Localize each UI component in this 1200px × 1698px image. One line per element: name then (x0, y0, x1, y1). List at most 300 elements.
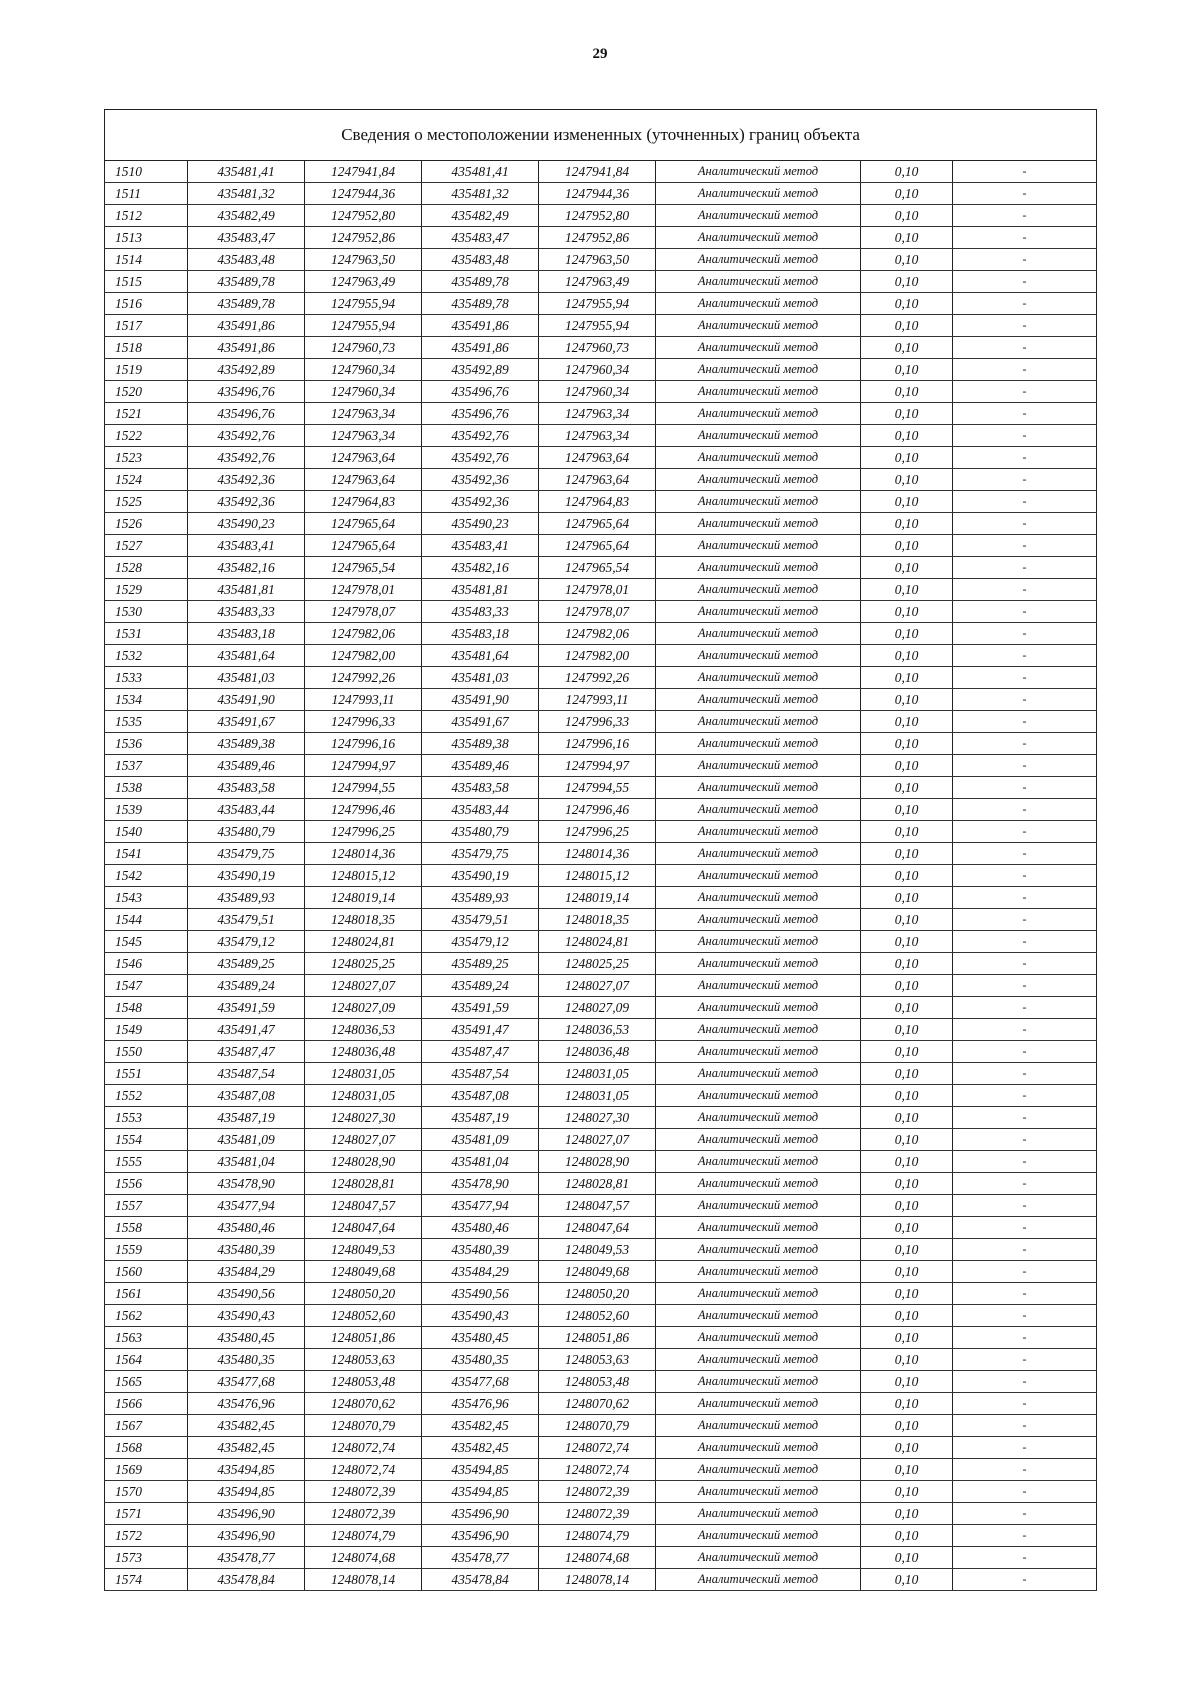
table-row (105, 293, 1097, 315)
point-number-cell: 1538 (105, 777, 188, 799)
method-cell: Аналитический метод (656, 1239, 861, 1261)
x-existing-cell: 435496,90 (188, 1503, 305, 1525)
y-new-cell: 1248028,81 (539, 1173, 656, 1195)
y-existing-cell: 1248031,05 (305, 1085, 422, 1107)
table-row (105, 865, 1097, 887)
x-existing-cell: 435482,45 (188, 1437, 305, 1459)
y-existing-cell: 1248052,60 (305, 1305, 422, 1327)
x-existing-cell: 435496,90 (188, 1525, 305, 1547)
x-existing-cell: 435483,44 (188, 799, 305, 821)
description-cell: - (953, 997, 1097, 1019)
table-row (105, 1107, 1097, 1129)
x-existing-cell: 435490,19 (188, 865, 305, 887)
x-existing-cell: 435487,47 (188, 1041, 305, 1063)
description-cell: - (953, 1019, 1097, 1041)
x-existing-cell: 435482,16 (188, 557, 305, 579)
point-number-cell: 1557 (105, 1195, 188, 1217)
method-cell: Аналитический метод (656, 205, 861, 227)
y-new-cell: 1248014,36 (539, 843, 656, 865)
description-cell: - (953, 711, 1097, 733)
point-number-cell: 1512 (105, 205, 188, 227)
point-number-cell: 1553 (105, 1107, 188, 1129)
method-cell: Аналитический метод (656, 425, 861, 447)
point-number-cell: 1539 (105, 799, 188, 821)
description-cell: - (953, 1547, 1097, 1569)
method-cell: Аналитический метод (656, 1349, 861, 1371)
method-cell: Аналитический метод (656, 1503, 861, 1525)
y-existing-cell: 1248074,79 (305, 1525, 422, 1547)
description-cell: - (953, 601, 1097, 623)
y-existing-cell: 1247960,34 (305, 381, 422, 403)
table-row (105, 337, 1097, 359)
description-cell: - (953, 755, 1097, 777)
y-new-cell: 1248070,62 (539, 1393, 656, 1415)
method-cell: Аналитический метод (656, 1569, 861, 1591)
accuracy-cell: 0,10 (861, 623, 953, 645)
x-existing-cell: 435492,89 (188, 359, 305, 381)
boundary-coordinates-table (104, 109, 1097, 1591)
accuracy-cell: 0,10 (861, 1129, 953, 1151)
table-row (105, 1173, 1097, 1195)
x-new-cell: 435492,89 (422, 359, 539, 381)
accuracy-cell: 0,10 (861, 777, 953, 799)
description-cell: - (953, 403, 1097, 425)
table-row (105, 887, 1097, 909)
accuracy-cell: 0,10 (861, 381, 953, 403)
table-row (105, 733, 1097, 755)
table-row (105, 1151, 1097, 1173)
x-new-cell: 435496,76 (422, 381, 539, 403)
point-number-cell: 1526 (105, 513, 188, 535)
x-existing-cell: 435490,56 (188, 1283, 305, 1305)
method-cell: Аналитический метод (656, 667, 861, 689)
x-new-cell: 435490,43 (422, 1305, 539, 1327)
table-row (105, 1085, 1097, 1107)
y-existing-cell: 1247955,94 (305, 315, 422, 337)
accuracy-cell: 0,10 (861, 1569, 953, 1591)
description-cell: - (953, 1327, 1097, 1349)
point-number-cell: 1556 (105, 1173, 188, 1195)
table-row (105, 1261, 1097, 1283)
y-new-cell: 1247963,34 (539, 425, 656, 447)
point-number-cell: 1529 (105, 579, 188, 601)
description-cell: - (953, 623, 1097, 645)
point-number-cell: 1527 (105, 535, 188, 557)
y-new-cell: 1248015,12 (539, 865, 656, 887)
point-number-cell: 1573 (105, 1547, 188, 1569)
accuracy-cell: 0,10 (861, 1107, 953, 1129)
point-number-cell: 1545 (105, 931, 188, 953)
description-cell: - (953, 1283, 1097, 1305)
y-existing-cell: 1248036,53 (305, 1019, 422, 1041)
x-new-cell: 435489,24 (422, 975, 539, 997)
method-cell: Аналитический метод (656, 733, 861, 755)
point-number-cell: 1555 (105, 1151, 188, 1173)
description-cell: - (953, 1525, 1097, 1547)
accuracy-cell: 0,10 (861, 359, 953, 381)
x-existing-cell: 435494,85 (188, 1481, 305, 1503)
y-new-cell: 1247963,49 (539, 271, 656, 293)
y-new-cell: 1247996,33 (539, 711, 656, 733)
description-cell: - (953, 1239, 1097, 1261)
x-new-cell: 435494,85 (422, 1459, 539, 1481)
x-existing-cell: 435489,78 (188, 271, 305, 293)
table-row (105, 821, 1097, 843)
y-existing-cell: 1248070,79 (305, 1415, 422, 1437)
y-new-cell: 1247965,54 (539, 557, 656, 579)
x-existing-cell: 435489,46 (188, 755, 305, 777)
accuracy-cell: 0,10 (861, 579, 953, 601)
description-cell: - (953, 1393, 1097, 1415)
x-existing-cell: 435496,76 (188, 381, 305, 403)
description-cell: - (953, 909, 1097, 931)
accuracy-cell: 0,10 (861, 711, 953, 733)
y-new-cell: 1248027,09 (539, 997, 656, 1019)
description-cell: - (953, 557, 1097, 579)
description-cell: - (953, 1151, 1097, 1173)
y-existing-cell: 1247982,06 (305, 623, 422, 645)
table-row (105, 271, 1097, 293)
x-existing-cell: 435491,67 (188, 711, 305, 733)
x-existing-cell: 435492,76 (188, 425, 305, 447)
table-row (105, 909, 1097, 931)
y-new-cell: 1248036,48 (539, 1041, 656, 1063)
y-new-cell: 1248074,79 (539, 1525, 656, 1547)
accuracy-cell: 0,10 (861, 843, 953, 865)
method-cell: Аналитический метод (656, 1173, 861, 1195)
x-new-cell: 435480,45 (422, 1327, 539, 1349)
y-existing-cell: 1248049,53 (305, 1239, 422, 1261)
y-existing-cell: 1248027,30 (305, 1107, 422, 1129)
description-cell: - (953, 183, 1097, 205)
method-cell: Аналитический метод (656, 557, 861, 579)
accuracy-cell: 0,10 (861, 1393, 953, 1415)
y-existing-cell: 1248027,09 (305, 997, 422, 1019)
point-number-cell: 1550 (105, 1041, 188, 1063)
description-cell: - (953, 1063, 1097, 1085)
accuracy-cell: 0,10 (861, 1283, 953, 1305)
y-existing-cell: 1247996,25 (305, 821, 422, 843)
description-cell: - (953, 249, 1097, 271)
y-existing-cell: 1248018,35 (305, 909, 422, 931)
table-row (105, 1195, 1097, 1217)
point-number-cell: 1525 (105, 491, 188, 513)
point-number-cell: 1559 (105, 1239, 188, 1261)
method-cell: Аналитический метод (656, 315, 861, 337)
accuracy-cell: 0,10 (861, 1151, 953, 1173)
table-row (105, 1569, 1097, 1591)
accuracy-cell: 0,10 (861, 1019, 953, 1041)
description-cell: - (953, 205, 1097, 227)
y-new-cell: 1248031,05 (539, 1085, 656, 1107)
accuracy-cell: 0,10 (861, 557, 953, 579)
method-cell: Аналитический метод (656, 1393, 861, 1415)
x-new-cell: 435487,54 (422, 1063, 539, 1085)
table-row (105, 1547, 1097, 1569)
y-new-cell: 1248053,48 (539, 1371, 656, 1393)
y-existing-cell: 1247993,11 (305, 689, 422, 711)
accuracy-cell: 0,10 (861, 469, 953, 491)
x-new-cell: 435491,59 (422, 997, 539, 1019)
y-new-cell: 1247994,97 (539, 755, 656, 777)
x-existing-cell: 435496,76 (188, 403, 305, 425)
table-row (105, 403, 1097, 425)
point-number-cell: 1570 (105, 1481, 188, 1503)
x-new-cell: 435490,19 (422, 865, 539, 887)
accuracy-cell: 0,10 (861, 227, 953, 249)
x-new-cell: 435482,49 (422, 205, 539, 227)
point-number-cell: 1528 (105, 557, 188, 579)
table-row (105, 601, 1097, 623)
description-cell: - (953, 777, 1097, 799)
x-new-cell: 435496,90 (422, 1525, 539, 1547)
method-cell: Аналитический метод (656, 689, 861, 711)
y-new-cell: 1248072,39 (539, 1481, 656, 1503)
method-cell: Аналитический метод (656, 1547, 861, 1569)
table-row (105, 161, 1097, 183)
y-existing-cell: 1248047,57 (305, 1195, 422, 1217)
accuracy-cell: 0,10 (861, 1173, 953, 1195)
x-existing-cell: 435487,08 (188, 1085, 305, 1107)
y-new-cell: 1248074,68 (539, 1547, 656, 1569)
description-cell: - (953, 1503, 1097, 1525)
y-existing-cell: 1247965,64 (305, 513, 422, 535)
method-cell: Аналитический метод (656, 953, 861, 975)
method-cell: Аналитический метод (656, 161, 861, 183)
description-cell: - (953, 1481, 1097, 1503)
y-new-cell: 1247993,11 (539, 689, 656, 711)
point-number-cell: 1549 (105, 1019, 188, 1041)
accuracy-cell: 0,10 (861, 249, 953, 271)
method-cell: Аналитический метод (656, 1459, 861, 1481)
method-cell: Аналитический метод (656, 249, 861, 271)
method-cell: Аналитический метод (656, 1437, 861, 1459)
method-cell: Аналитический метод (656, 183, 861, 205)
y-existing-cell: 1248028,81 (305, 1173, 422, 1195)
x-new-cell: 435478,90 (422, 1173, 539, 1195)
point-number-cell: 1541 (105, 843, 188, 865)
x-new-cell: 435483,18 (422, 623, 539, 645)
table-title-row (105, 110, 1097, 161)
method-cell: Аналитический метод (656, 227, 861, 249)
y-new-cell: 1247963,34 (539, 403, 656, 425)
table-row (105, 557, 1097, 579)
x-new-cell: 435483,44 (422, 799, 539, 821)
y-existing-cell: 1247996,46 (305, 799, 422, 821)
table-row (105, 843, 1097, 865)
point-number-cell: 1542 (105, 865, 188, 887)
method-cell: Аналитический метод (656, 711, 861, 733)
method-cell: Аналитический метод (656, 623, 861, 645)
y-existing-cell: 1248028,90 (305, 1151, 422, 1173)
description-cell: - (953, 1217, 1097, 1239)
y-new-cell: 1248049,68 (539, 1261, 656, 1283)
description-cell: - (953, 579, 1097, 601)
description-cell: - (953, 161, 1097, 183)
accuracy-cell: 0,10 (861, 1525, 953, 1547)
y-existing-cell: 1248072,74 (305, 1459, 422, 1481)
method-cell: Аналитический метод (656, 293, 861, 315)
table-row (105, 1525, 1097, 1547)
y-new-cell: 1247994,55 (539, 777, 656, 799)
y-new-cell: 1247963,64 (539, 447, 656, 469)
x-new-cell: 435480,35 (422, 1349, 539, 1371)
table-row (105, 1437, 1097, 1459)
y-new-cell: 1248072,39 (539, 1503, 656, 1525)
y-new-cell: 1247963,50 (539, 249, 656, 271)
method-cell: Аналитический метод (656, 535, 861, 557)
table-row (105, 1327, 1097, 1349)
x-existing-cell: 435489,25 (188, 953, 305, 975)
x-existing-cell: 435481,32 (188, 183, 305, 205)
page-number: 29 (592, 46, 608, 62)
x-new-cell: 435491,67 (422, 711, 539, 733)
accuracy-cell: 0,10 (861, 953, 953, 975)
accuracy-cell: 0,10 (861, 689, 953, 711)
method-cell: Аналитический метод (656, 1415, 861, 1437)
description-cell: - (953, 315, 1097, 337)
x-new-cell: 435491,86 (422, 315, 539, 337)
x-new-cell: 435481,41 (422, 161, 539, 183)
method-cell: Аналитический метод (656, 1217, 861, 1239)
accuracy-cell: 0,10 (861, 733, 953, 755)
x-new-cell: 435481,32 (422, 183, 539, 205)
y-existing-cell: 1247965,64 (305, 535, 422, 557)
y-existing-cell: 1247994,97 (305, 755, 422, 777)
description-cell: - (953, 1041, 1097, 1063)
x-existing-cell: 435492,36 (188, 469, 305, 491)
x-existing-cell: 435478,77 (188, 1547, 305, 1569)
accuracy-cell: 0,10 (861, 535, 953, 557)
y-new-cell: 1248018,35 (539, 909, 656, 931)
description-cell: - (953, 381, 1097, 403)
y-existing-cell: 1247965,54 (305, 557, 422, 579)
x-new-cell: 435487,47 (422, 1041, 539, 1063)
y-new-cell: 1248019,14 (539, 887, 656, 909)
table-row (105, 1129, 1097, 1151)
accuracy-cell: 0,10 (861, 755, 953, 777)
x-existing-cell: 435492,76 (188, 447, 305, 469)
x-existing-cell: 435490,43 (188, 1305, 305, 1327)
method-cell: Аналитический метод (656, 579, 861, 601)
x-existing-cell: 435476,96 (188, 1393, 305, 1415)
accuracy-cell: 0,10 (861, 1415, 953, 1437)
x-new-cell: 435483,47 (422, 227, 539, 249)
method-cell: Аналитический метод (656, 1327, 861, 1349)
method-cell: Аналитический метод (656, 1041, 861, 1063)
description-cell: - (953, 931, 1097, 953)
x-existing-cell: 435490,23 (188, 513, 305, 535)
description-cell: - (953, 425, 1097, 447)
x-existing-cell: 435478,90 (188, 1173, 305, 1195)
table-row (105, 953, 1097, 975)
accuracy-cell: 0,10 (861, 1503, 953, 1525)
method-cell: Аналитический метод (656, 1063, 861, 1085)
table-title: Сведения о местоположении измененных (уточненных) границ объекта (105, 110, 1097, 161)
method-cell: Аналитический метод (656, 755, 861, 777)
x-new-cell: 435483,58 (422, 777, 539, 799)
description-cell: - (953, 491, 1097, 513)
y-existing-cell: 1247944,36 (305, 183, 422, 205)
method-cell: Аналитический метод (656, 997, 861, 1019)
y-existing-cell: 1247963,49 (305, 271, 422, 293)
y-new-cell: 1247982,06 (539, 623, 656, 645)
method-cell: Аналитический метод (656, 843, 861, 865)
y-new-cell: 1248050,20 (539, 1283, 656, 1305)
description-cell: - (953, 1173, 1097, 1195)
x-new-cell: 435482,45 (422, 1415, 539, 1437)
x-existing-cell: 435483,33 (188, 601, 305, 623)
y-existing-cell: 1247982,00 (305, 645, 422, 667)
x-new-cell: 435491,90 (422, 689, 539, 711)
description-cell: - (953, 337, 1097, 359)
accuracy-cell: 0,10 (861, 161, 953, 183)
y-existing-cell: 1247978,07 (305, 601, 422, 623)
description-cell: - (953, 227, 1097, 249)
accuracy-cell: 0,10 (861, 909, 953, 931)
x-new-cell: 435489,78 (422, 271, 539, 293)
y-new-cell: 1247964,83 (539, 491, 656, 513)
description-cell: - (953, 447, 1097, 469)
point-number-cell: 1536 (105, 733, 188, 755)
x-existing-cell: 435480,39 (188, 1239, 305, 1261)
x-new-cell: 435492,36 (422, 469, 539, 491)
x-existing-cell: 435492,36 (188, 491, 305, 513)
point-number-cell: 1530 (105, 601, 188, 623)
y-new-cell: 1247992,26 (539, 667, 656, 689)
point-number-cell: 1571 (105, 1503, 188, 1525)
description-cell: - (953, 359, 1097, 381)
x-existing-cell: 435480,45 (188, 1327, 305, 1349)
x-existing-cell: 435481,09 (188, 1129, 305, 1151)
accuracy-cell: 0,10 (861, 205, 953, 227)
accuracy-cell: 0,10 (861, 1261, 953, 1283)
table-row (105, 469, 1097, 491)
method-cell: Аналитический метод (656, 1283, 861, 1305)
accuracy-cell: 0,10 (861, 1063, 953, 1085)
accuracy-cell: 0,10 (861, 1217, 953, 1239)
point-number-cell: 1534 (105, 689, 188, 711)
x-new-cell: 435489,46 (422, 755, 539, 777)
point-number-cell: 1537 (105, 755, 188, 777)
x-new-cell: 435480,46 (422, 1217, 539, 1239)
x-new-cell: 435481,04 (422, 1151, 539, 1173)
x-new-cell: 435481,81 (422, 579, 539, 601)
y-new-cell: 1248078,14 (539, 1569, 656, 1591)
table-row (105, 1503, 1097, 1525)
table-row (105, 1217, 1097, 1239)
method-cell: Аналитический метод (656, 1261, 861, 1283)
table-row (105, 755, 1097, 777)
table-row (105, 249, 1097, 271)
y-existing-cell: 1248014,36 (305, 843, 422, 865)
point-number-cell: 1567 (105, 1415, 188, 1437)
y-existing-cell: 1247960,34 (305, 359, 422, 381)
description-cell: - (953, 667, 1097, 689)
x-new-cell: 435482,16 (422, 557, 539, 579)
x-existing-cell: 435480,79 (188, 821, 305, 843)
y-new-cell: 1247941,84 (539, 161, 656, 183)
x-existing-cell: 435491,47 (188, 1019, 305, 1041)
table-row (105, 1283, 1097, 1305)
x-existing-cell: 435489,38 (188, 733, 305, 755)
description-cell: - (953, 271, 1097, 293)
point-number-cell: 1552 (105, 1085, 188, 1107)
y-existing-cell: 1247963,34 (305, 403, 422, 425)
x-new-cell: 435479,75 (422, 843, 539, 865)
accuracy-cell: 0,10 (861, 1195, 953, 1217)
y-new-cell: 1248036,53 (539, 1019, 656, 1041)
